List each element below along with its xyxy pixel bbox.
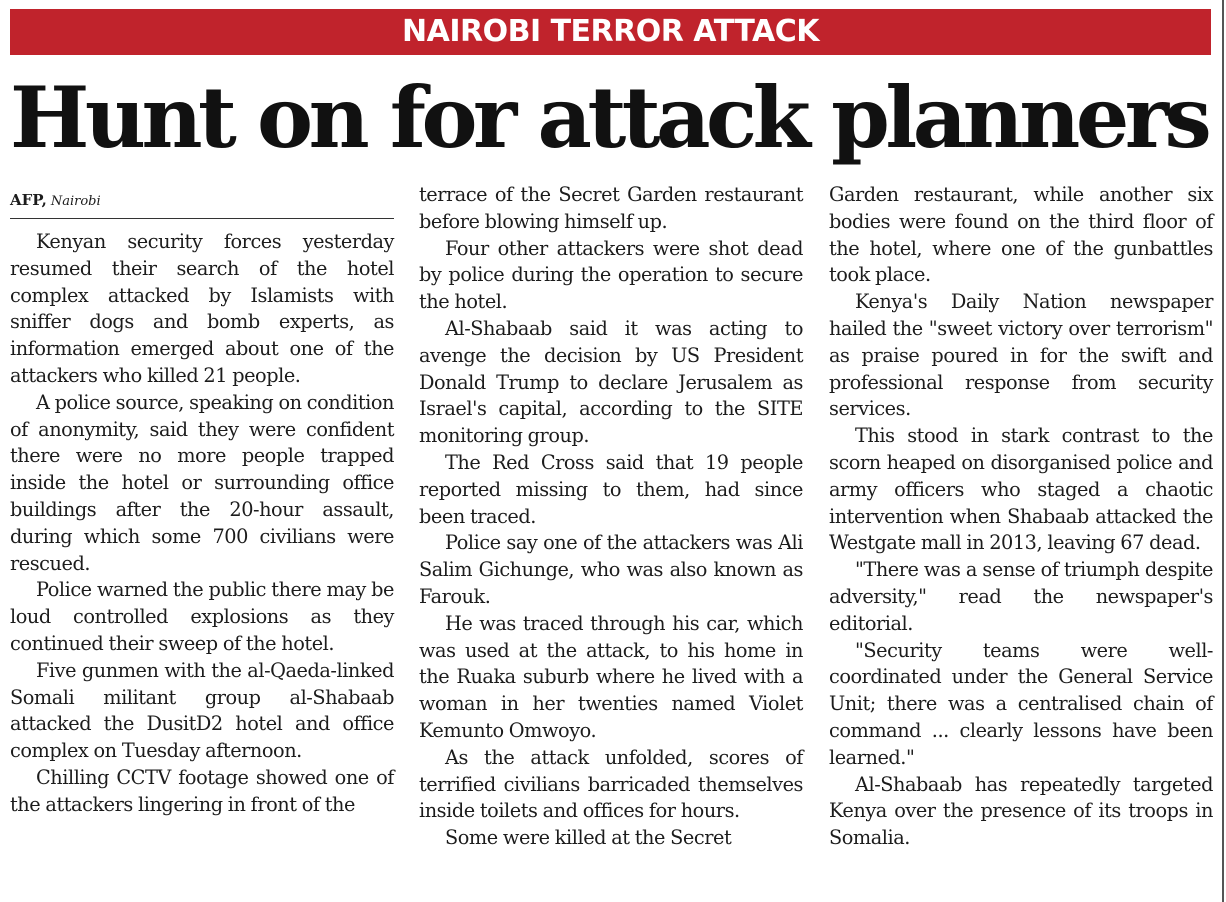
paragraph: "There was a sense of triumph despite adversity," read the newspaper's editorial. <box>829 558 1213 635</box>
headline: Hunt on for attack planners <box>10 68 1208 167</box>
paragraph: Five gunmen with the al-Qaeda-linked Somali militant group al-Shabaab attacked the DusitD2 hotel and office complex on Tuesday afternoon. <box>10 658 394 763</box>
paragraph: He was traced through his car, which was used at the attack, to his home in the Ruaka suburb where he lived with a woman in her twenties named Violet Kemunto Omwoyo. <box>419 611 803 742</box>
paragraph: As the attack unfolded, scores of terrified civilians barricaded themselves inside toilets and offices for hours. <box>419 745 803 823</box>
paragraph: "Security teams were well-coordinated under the General Service Unit; there was a centralised chain of command ... clearly lessons have been learned." <box>829 638 1213 769</box>
paragraph: Kenya's Daily Nation newspaper hailed the "sweet victory over terrorism" as praise poured in for the swift and professional response from security services. <box>829 290 1213 421</box>
paragraph: Police warned the public there may be loud controlled explosions as they continued their sweep of the hotel. <box>10 578 394 655</box>
paragraph: Al-Shabaab said it was acting to avenge the decision by US President Donald Trump to declare Jerusalem as Israel's capital, according to the SITE monitoring group. <box>419 316 803 448</box>
paragraph: The Red Cross said that 19 people reported missing to them, had since been traced. <box>419 450 803 528</box>
paragraph: Chilling CCTV footage showed one of the attackers lingering in front of the <box>10 765 394 816</box>
paragraph-continuation: terrace of the Secret Garden restaurant before blowing himself up. <box>419 183 803 233</box>
paragraph: A police source, speaking on condition of anonymity, said they were confident there were no more people trapped inside the hotel or surrounding office buildings after the 20-hour assault, during which some 700 civilians were rescued. <box>10 390 394 575</box>
paragraph-continuation: Garden restaurant, while another six bodies were found on the third floor of the hotel, where one of the gunbattles took place. <box>829 183 1213 287</box>
paragraph: Some were killed at the Secret <box>445 826 732 850</box>
byline-place: Nairobi <box>50 194 101 209</box>
article-column-3 <box>829 182 1213 852</box>
paragraph: Al-Shabaab has repeatedly targeted Kenya over the presence of its troops in Somalia. <box>829 772 1213 850</box>
paragraph: Police say one of the attackers was Ali Salim Gichunge, who was also known as Farouk. <box>419 531 803 608</box>
paragraph: Kenyan security forces yesterday resumed their search of the hotel complex attacked by Islamists with sniffer dogs and bomb experts, as information emerged about one of the attackers who killed 21 people. <box>10 230 394 387</box>
page-edge-rule <box>1222 0 1224 902</box>
byline <box>10 182 394 219</box>
article-column-1 <box>10 182 394 819</box>
paragraph: This stood in stark contrast to the scorn heaped on disorganised police and army officers who staged a chaotic intervention when Shabaab attacked the Westgate mall in 2013, leaving 67 dead. <box>829 424 1213 555</box>
paragraph: Four other attackers were shot dead by police during the operation to secure the hotel. <box>419 236 803 314</box>
article-column-2 <box>419 182 803 852</box>
section-banner: NAIROBI TERROR ATTACK <box>10 9 1211 55</box>
byline-agency: AFP, <box>10 191 47 209</box>
